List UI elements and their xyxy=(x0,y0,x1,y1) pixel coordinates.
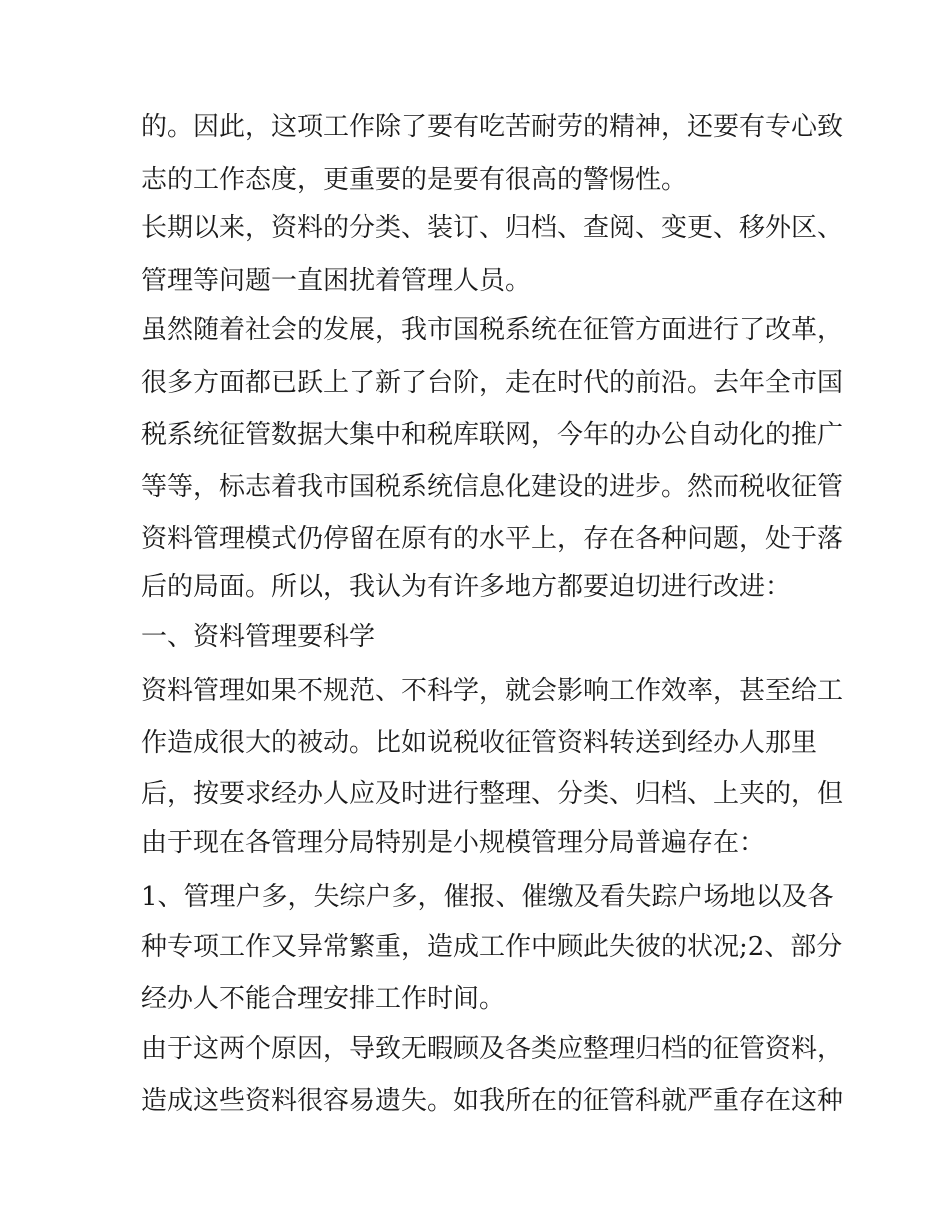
text-line: 由于这两个原因，导致无暇顾及各类应整理归档的征管资料， xyxy=(141,1034,844,1064)
text-line: 后，按要求经办人应及时进行整理、分类、归档、上夹的，但 xyxy=(141,779,844,809)
text-line: 1、管理户多，失综户多，催报、催缴及看失踪户场地以及各 xyxy=(141,882,834,912)
text-line: 资料管理模式仍停留在原有的水平上，存在各种问题，处于落 xyxy=(141,524,844,554)
text-line: 等等，标志着我市国税系统信息化建设的进步。然而税收征管 xyxy=(141,472,844,502)
text-line: 税系统征管数据大集中和税库联网，今年的办公自动化的推广 xyxy=(141,420,844,450)
section-heading: 一、资料管理要科学 xyxy=(141,622,376,652)
text-line: 长期以来，资料的分类、装订、归档、查阅、变更、移外区、 xyxy=(141,213,844,243)
text-line: 志的工作态度，更重要的是要有很高的警惕性。 xyxy=(141,165,688,195)
text-line: 管理等问题一直困扰着管理人员。 xyxy=(141,266,532,296)
text-line: 种专项工作又异常繁重，造成工作中顾此失彼的状况;2、部分 xyxy=(141,932,843,962)
text-line: 的。因此，这项工作除了要有吃苦耐劳的精神，还要有专心致 xyxy=(141,112,844,142)
text-line: 虽然随着社会的发展，我市国税系统在征管方面进行了改革， xyxy=(141,315,844,345)
text-line: 作造成很大的被动。比如说税收征管资料转送到经办人那里 xyxy=(141,728,818,758)
text-line: 造成这些资料很容易遗失。如我所在的征管科就严重存在这种 xyxy=(141,1086,844,1116)
text-line: 资料管理如果不规范、不科学，就会影响工作效率，甚至给工 xyxy=(141,676,844,706)
text-line: 很多方面都已跃上了新了台阶，走在时代的前沿。去年全市国 xyxy=(141,368,844,398)
text-line: 经办人不能合理安排工作时间。 xyxy=(141,984,506,1014)
text-line: 后的局面。所以，我认为有许多地方都要迫切进行改进： xyxy=(141,572,792,602)
text-line: 由于现在各管理分局特别是小规模管理分局普遍存在： xyxy=(141,828,766,858)
